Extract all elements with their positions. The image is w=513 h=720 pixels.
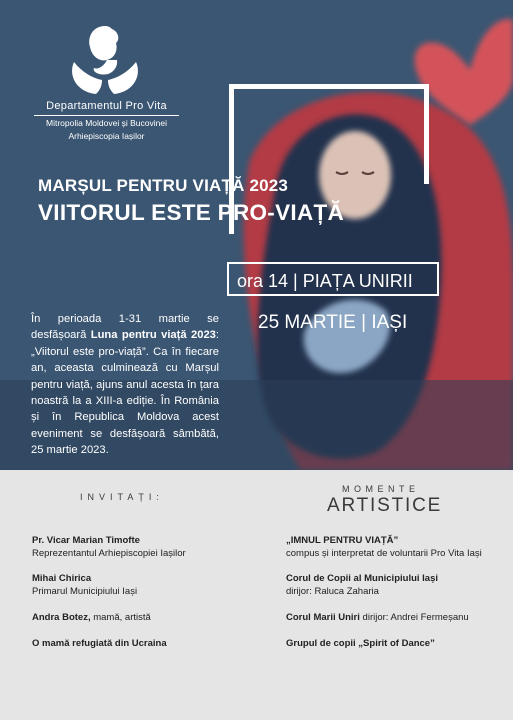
metropolis-line: Mitropolia Moldovei și Bucovinei xyxy=(46,118,167,128)
guest-name: Pr. Vicar Marian Timofte xyxy=(32,535,140,546)
artistic-name: Grupul de copii „Spirit of Dance” xyxy=(286,638,435,649)
artistic-item xyxy=(286,637,435,650)
artistic-item xyxy=(286,572,438,598)
guest-name: O mamă refugiată din Ucraina xyxy=(32,638,167,649)
artistic-heading-big: ARTISTICE xyxy=(327,495,443,516)
guest-role: Reprezentantul Arhiepiscopiei Iașilor xyxy=(32,548,186,559)
intro-text-1: În perioada 1-31 martie se desfășoară xyxy=(31,313,219,342)
archdiocese-line: Arhiepiscopia Iașilor xyxy=(68,131,145,141)
event-date: 25 MARTIE | IAȘI xyxy=(258,312,408,333)
artistic-detail: compus și interpretat de voluntarii Pro Vita Iași xyxy=(286,548,482,559)
artistic-heading-small: MOMENTE xyxy=(342,484,420,494)
intro-bold: Luna pentru viață 2023 xyxy=(90,329,216,342)
guests-heading: INVITAȚI: xyxy=(80,492,164,502)
intro-paragraph xyxy=(31,311,219,459)
decorative-frame-top xyxy=(229,84,429,89)
artistic-detail: dirijor: Andrei Fermeșanu xyxy=(362,612,469,623)
event-slogan: VIITORUL ESTE PRO-VIAȚĂ xyxy=(38,200,345,225)
decorative-frame-right xyxy=(424,84,429,184)
artistic-item xyxy=(286,611,469,624)
department-name: Departamentul Pro Vita xyxy=(34,100,179,116)
guest-role: Primarul Municipiului Iași xyxy=(32,586,138,597)
artistic-detail: dirijor: Raluca Zaharia xyxy=(286,586,379,597)
pro-vita-logo-icon xyxy=(62,20,148,100)
guest-item xyxy=(32,534,186,560)
artistic-item xyxy=(286,534,482,560)
department-block xyxy=(34,100,179,142)
artistic-name: „IMNUL PENTRU VIAȚĂ” xyxy=(286,535,399,546)
guest-role: mamă, artistă xyxy=(93,612,151,623)
guest-item xyxy=(32,572,137,598)
guest-item xyxy=(32,637,167,650)
time-place-box: ora 14 | PIAȚA UNIRII xyxy=(227,262,439,296)
guest-name: Andra Botez, xyxy=(32,612,91,623)
artistic-name: Corul Marii Uniri xyxy=(286,612,360,623)
artistic-name: Corul de Copii al Municipiului Iași xyxy=(286,573,439,584)
guest-item xyxy=(32,611,151,624)
event-title: MARȘUL PENTRU VIAȚĂ 2023 xyxy=(38,176,289,195)
intro-text-2: : „Viitorul este pro-viață”. Ca în fiecare an, aceasta culminează cu Marșul pentru viață, ajuns anul acesta în țara noastră la a XIII-a ediție. În România și în Republica Moldova acest eveniment se desfășoară sâmbătă, 25 martie 2023. xyxy=(31,329,219,457)
guest-name: Mihai Chirica xyxy=(32,573,92,584)
